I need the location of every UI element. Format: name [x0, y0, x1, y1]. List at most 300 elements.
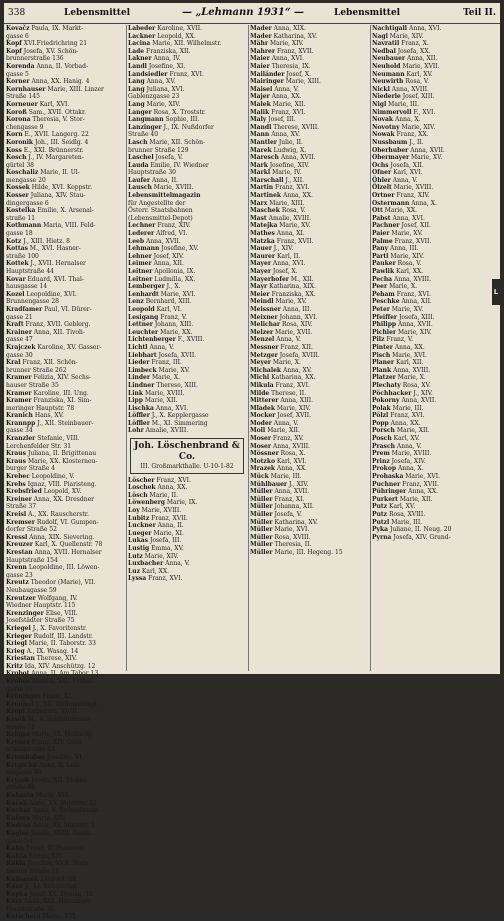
directory-entry: [128, 55, 246, 63]
entry-address: Rosa, XVIII.: [388, 511, 426, 518]
entry-name: Maier: [250, 55, 270, 63]
entry-name: Marek: [250, 146, 272, 154]
directory-entry: [6, 633, 124, 641]
entry-name: Menzel: [250, 336, 275, 344]
entry-name: Krsek: [6, 716, 26, 724]
entry-name: Link: [128, 389, 144, 397]
entry-name: Lubitz: [128, 514, 150, 522]
entry-name: Nigl: [372, 100, 387, 108]
entry-name: Moll: [250, 427, 266, 435]
entry-address: Marie, XVIII.: [144, 389, 185, 397]
entry-address: Anna, XIII. Hietzinger: [23, 898, 91, 906]
entry-name: Paier: [372, 230, 390, 238]
directory-entry: [250, 298, 368, 306]
directory-entry: [372, 124, 490, 132]
directory-entry: [372, 465, 490, 473]
directory-entry: [128, 553, 246, 561]
entry-name: Novotny: [372, 123, 400, 131]
entry-address: Karl, XII.: [395, 359, 424, 367]
directory-entry: [6, 321, 124, 329]
directory-entry: [6, 465, 124, 473]
entry-name: Kramer: [6, 389, 32, 397]
entry-name: Pabst: [372, 214, 391, 222]
directory-entry: [6, 427, 124, 435]
entry-name: Mayer: [250, 260, 271, 268]
entry-name: Kramer: [6, 374, 32, 382]
entry-name: Palme: [372, 237, 393, 245]
entry-name: Putz: [372, 511, 388, 518]
entry-name: Kostelka: [6, 207, 36, 215]
directory-entry: [128, 545, 246, 553]
entry-name: Kritz: [6, 662, 23, 670]
entry-address: Emilie, X. Arsenal-: [37, 207, 94, 215]
directory-entry: [250, 344, 368, 352]
directory-entry: [372, 63, 490, 71]
directory-entry: [6, 63, 124, 71]
entry-address: Marie, XVI.: [42, 913, 78, 921]
directory-entry: [128, 245, 246, 253]
directory-entry: [6, 420, 124, 428]
entry-address: Ludmilla, XX.: [154, 275, 196, 283]
directory-entry: [250, 184, 368, 192]
entry-address: Anna, XVII.: [280, 154, 316, 162]
directory-entry: [250, 116, 368, 124]
directory-entry: [6, 488, 124, 496]
directory-entry: [250, 215, 368, 223]
entry-address: Rosa, XV.: [402, 381, 431, 389]
entry-address: Anna, V.: [392, 176, 418, 184]
entry-name: Korona: [6, 116, 31, 124]
entry-address: Anna, V.: [276, 336, 301, 344]
directory-entry: [372, 162, 490, 170]
entry-address: J., X. Favoritenstr.: [32, 624, 87, 632]
entry-name: Kriestan: [6, 655, 35, 663]
directory-entry: [6, 625, 124, 633]
directory-entry: [128, 507, 246, 515]
entry-address: Franz, XIV.: [157, 222, 191, 230]
entry-address: Karl, VI.: [156, 305, 182, 313]
directory-entry: [6, 124, 124, 132]
entry-name: Landl: [128, 62, 147, 70]
directory-entry: [250, 33, 368, 41]
entry-name: Lichtl: [128, 343, 148, 351]
entry-address: Marie, XII. Wilhelmstr.: [152, 40, 222, 48]
entry-name: Lehmann: [128, 245, 160, 253]
directory-entry: [250, 382, 368, 390]
entry-name: Koroß: [6, 108, 27, 116]
entry-name: Kupka: [6, 890, 28, 898]
entry-name: Majer: [250, 93, 270, 101]
entry-address: brunner Straße 129: [128, 146, 189, 154]
directory-entry: [250, 55, 368, 63]
entry-name: Prasch: [372, 442, 395, 450]
directory-entry: [250, 222, 368, 230]
entry-name: Ostermann: [372, 199, 410, 207]
entry-name: Kukla: [6, 860, 26, 868]
entry-name: Kraft: [6, 321, 24, 329]
directory-entry: [250, 427, 368, 435]
entry-address: Katharina, XX.: [271, 374, 316, 382]
entry-name: Prem: [372, 450, 390, 458]
directory-entry: [128, 321, 246, 329]
directory-entry: [128, 492, 246, 500]
column-divider: [370, 25, 371, 671]
directory-entry: [6, 78, 124, 86]
directory-entry: [250, 443, 368, 451]
entry-name: Neumann: [372, 70, 405, 78]
directory-entry: [250, 177, 368, 185]
entry-name: Mayerhofer: [250, 275, 289, 283]
entry-address: Marie, XII.: [396, 427, 430, 435]
entry-name: Kuhn: [6, 845, 25, 853]
entry-name: Kotz: [6, 237, 22, 245]
directory-entry: [6, 853, 124, 861]
entry-address: Alfred, VI.: [156, 230, 188, 238]
entry-name: Mikula: [250, 381, 274, 389]
directory-entry: [250, 465, 368, 473]
entry-address: Brunnengasse 28: [6, 298, 59, 306]
entry-address: Anna, XVI.: [392, 214, 425, 222]
entry-address: Gablenzgasse 23: [128, 93, 180, 101]
entry-name: Müller: [250, 533, 273, 541]
directory-entry: [6, 686, 124, 694]
entry-name: Kornhauser: [6, 85, 46, 93]
entry-address: Marie, XVI.: [392, 351, 427, 359]
entry-name: Kottek: [6, 260, 29, 268]
entry-address: A., IX. Wasag. 14: [26, 647, 79, 655]
directory-entry: [250, 276, 368, 284]
directory-entry: [6, 746, 124, 754]
entry-name: Lustig: [128, 544, 150, 552]
directory-entry: [6, 860, 124, 868]
entry-address: Franz, XII.: [280, 343, 313, 351]
entry-address: Anna, II.: [151, 176, 179, 184]
directory-entry: [6, 215, 124, 223]
entry-address: Marie, II.: [149, 491, 179, 499]
directory-entry: [128, 382, 246, 390]
entry-address: gasse 21: [6, 313, 33, 321]
directory-entry: [372, 412, 490, 420]
entry-name: Malek: [250, 100, 271, 108]
entry-address: Josef, III.: [268, 116, 296, 124]
entry-address: Franz, XI.: [274, 495, 305, 503]
entry-address: Anna, XV.: [146, 78, 176, 86]
entry-address: Josef, XIII.: [402, 93, 435, 101]
directory-entry: [250, 314, 368, 322]
entry-name: Posch: [372, 435, 392, 443]
entry-name: Lehner: [128, 252, 152, 260]
entry-address: Marie, XVII.: [402, 62, 440, 70]
entry-address: Josef, X.: [286, 70, 312, 78]
entry-name: Kossek: [6, 184, 30, 192]
entry-address: J., XVII. Hernalser: [30, 260, 86, 268]
entry-name: Peschke: [372, 298, 400, 306]
entry-address: Marie, XII.: [272, 100, 306, 108]
entry-address: Theresia, V. Stor-: [32, 116, 85, 124]
entry-name: Partl: [372, 252, 389, 260]
entry-name: Laufer: [128, 176, 151, 184]
directory-entry: [6, 572, 124, 580]
entry-name: Neuhold: [372, 62, 401, 70]
entry-address: Anna, XX. Hanig. 4: [31, 78, 90, 86]
entry-name: Pilz: [372, 336, 385, 344]
entry-address: Franz, XVI.: [148, 575, 183, 583]
directory-entry: [372, 177, 490, 185]
entry-address: Marie, XVII.: [275, 328, 313, 336]
directory-entry: [372, 374, 490, 382]
entry-address: Apollonia, IX.: [154, 268, 196, 275]
entry-address: Marie, II. Ul-: [40, 169, 80, 177]
directory-entry: [250, 526, 368, 534]
entry-address: Marie, III.: [388, 100, 420, 108]
entry-name: Pöchhacker: [372, 389, 412, 397]
directory-entry: [128, 86, 246, 94]
entry-name: Lang: [128, 100, 145, 108]
entry-name: Leitner: [128, 268, 153, 275]
entry-address: Karl, XVI.: [39, 100, 70, 108]
entry-address: Franz, XX.: [396, 131, 429, 139]
entry-address: Karl, X. Quellenstr. 78: [34, 541, 103, 549]
entry-address: Juliane, II. Neug. 20: [389, 526, 452, 534]
entry-address: Theodor (Marie), VII.: [30, 579, 96, 587]
entry-name: Lenz: [128, 298, 144, 306]
directory-entry: [372, 503, 490, 511]
entry-name: Meindl: [250, 298, 274, 306]
entry-address: Marie, XIII. Linzer: [47, 85, 104, 93]
entry-name: Korneuer: [6, 100, 38, 108]
directory-entry: [6, 503, 124, 511]
directory-entry: [6, 116, 124, 124]
entry-address: Anna, XX.: [283, 192, 313, 200]
entry-name: Pokorny: [372, 397, 400, 405]
entry-address: Karoline, XV. Gasser-: [37, 343, 102, 351]
entry-name: Lemberger: [128, 283, 165, 291]
entry-name: Mitterer: [250, 397, 279, 405]
entry-name: Milde: [250, 389, 270, 397]
entry-address: Josefine, XV.: [161, 245, 199, 253]
entry-address: Franz, XVI.: [275, 184, 310, 192]
directory-entry: [128, 147, 246, 155]
directory-entry: [250, 291, 368, 299]
entry-address: Marie, XIV.: [389, 32, 424, 40]
entry-address: Marie, XVI.: [160, 290, 196, 298]
entry-name: Krebs: [6, 480, 26, 488]
entry-address: Anna, X.: [411, 199, 437, 207]
entry-address: Franz, XVII.: [276, 237, 314, 245]
entry-name: Nowak: [372, 131, 395, 139]
entry-name: Maurer: [250, 252, 276, 260]
entry-name: Meissner: [250, 305, 281, 313]
entry-address: Anna, XX.: [390, 419, 421, 427]
directory-entry: [128, 522, 246, 530]
entry-name: Mrazek: [250, 465, 276, 473]
entry-name: Nickl: [372, 85, 390, 93]
left-running-title: Lebensmittel: [64, 8, 131, 18]
entry-name: Lang: [128, 78, 145, 86]
directory-entry: [372, 405, 490, 413]
right-running-title: Lebensmittel: [334, 8, 401, 18]
entry-address: Marie, XV.: [279, 222, 311, 230]
directory-entry: [6, 739, 124, 747]
directory-entry: [6, 898, 124, 906]
directory-entry: [372, 314, 490, 322]
entry-name: Kronhof: [6, 700, 34, 708]
entry-name: Kreutz: [6, 579, 29, 587]
entry-name: Mathes: [250, 230, 275, 238]
directory-entry: [372, 71, 490, 79]
entry-name: Korner: [6, 78, 30, 86]
directory-entry: [372, 101, 490, 109]
entry-address: J., X.: [166, 283, 181, 291]
entry-address: Franz, XV.: [272, 435, 304, 443]
directory-entry: [250, 268, 368, 276]
entry-name: Motzko: [250, 457, 275, 465]
entry-name: Leimer: [128, 260, 152, 268]
entry-address: Anna, II. Vorbad-: [36, 62, 88, 70]
directory-entry: [128, 405, 246, 413]
directory-entry: [372, 25, 490, 33]
entry-address: Josefa, XIV. Grund-: [393, 533, 451, 541]
directory-entry: [128, 207, 246, 215]
entry-name: Prohaska: [372, 473, 404, 481]
entry-address: Marie, III.: [270, 473, 302, 481]
entry-name: Kugler: [6, 829, 29, 837]
directory-entry: [372, 450, 490, 458]
entry-address: Anna, XVI.: [155, 404, 189, 412]
entry-address: bacher Straße 11: [6, 867, 60, 875]
entry-name: Kunz: [6, 883, 24, 891]
entry-address: Anna, XX.: [277, 465, 307, 473]
directory-entry: [6, 519, 124, 527]
entry-name: Plank: [372, 366, 392, 374]
directory-entry: [250, 496, 368, 504]
entry-name: Koschaliz: [6, 169, 39, 177]
entry-name: Lueger: [128, 529, 152, 537]
directory-entry: [6, 238, 124, 246]
directory-entry: [128, 154, 246, 162]
directory-entry: [128, 101, 246, 109]
entry-address: Rosa, V.: [281, 207, 306, 215]
entry-address: brunner Straße 262: [6, 366, 67, 374]
directory-entry: [250, 260, 368, 268]
entry-address: Leopold, XX.: [157, 32, 196, 40]
directory-entry: [6, 306, 124, 314]
entry-address: Josefa, V.: [155, 154, 183, 162]
entry-address: Anna, XVI.: [409, 25, 442, 32]
directory-entry: [6, 777, 124, 785]
directory-entry: [128, 276, 246, 284]
entry-name: Mladek: [250, 404, 275, 412]
entry-address: Karoline, XVII.: [157, 25, 203, 32]
entry-name: Krumhuber: [6, 754, 45, 761]
directory-entry: [372, 352, 490, 360]
entry-address: gasse 34: [6, 427, 33, 435]
directory-entry: [6, 838, 124, 846]
entry-name: Peham: [372, 290, 395, 298]
entry-address: J., IV. Margareten-: [28, 154, 84, 162]
directory-entry: [128, 560, 246, 568]
entry-name: Müller: [250, 548, 273, 556]
entry-address: Karl, XV.: [393, 435, 420, 443]
entry-address: Katharina, XV.: [273, 32, 318, 40]
entry-address: Marie, XV.: [411, 154, 443, 162]
directory-entry: [128, 359, 246, 367]
entry-address: Franz, XVI.: [271, 108, 306, 116]
entry-name: Kuček: [6, 799, 28, 807]
entry-address: burger Straße 4: [6, 465, 55, 473]
entry-name: Maly: [250, 116, 267, 124]
entry-name: Langmann: [128, 116, 164, 124]
entry-name: Moder: [250, 419, 272, 427]
directory-entry: [6, 663, 124, 671]
entry-address: Marie, XI.: [153, 529, 184, 537]
directory-entry: [250, 450, 368, 458]
directory-entry: [6, 443, 124, 451]
entry-name: Neuwirth: [372, 78, 404, 86]
directory-entry: [6, 822, 124, 830]
directory-entry: [128, 25, 246, 33]
entry-name: Navratil: [372, 40, 400, 48]
entry-address: Josefa, XV. Schön-: [23, 47, 79, 55]
directory-entry: [250, 63, 368, 71]
entry-address: Anna, XVII.: [410, 146, 445, 154]
directory-entry: [128, 139, 246, 147]
entry-name: Kuchar: [6, 807, 31, 815]
entry-name: Philipp: [372, 321, 397, 329]
entry-address: für Angestellte der: [128, 199, 186, 207]
directory-entry: [128, 238, 246, 246]
directory-entry: [250, 488, 368, 496]
directory-entry: [372, 427, 490, 435]
entry-address: schlagstraße 43: [6, 746, 55, 754]
entry-address: Marie, XII.: [144, 397, 178, 405]
entry-address: Marie, IV.: [272, 169, 302, 177]
entry-name: Mark: [250, 161, 268, 169]
entry-address: Josefstädter Straße 75: [6, 617, 75, 625]
entry-name: Mocker: [250, 412, 276, 420]
entry-address: Marie, XII.: [267, 427, 300, 435]
directory-entry: [6, 374, 124, 382]
entry-address: Josefa, XII.: [390, 161, 424, 169]
directory-entry: [6, 230, 124, 238]
entry-address: Anna, V.: [273, 419, 299, 427]
directory-entry: [128, 420, 246, 428]
entry-name: Öhler: [372, 176, 391, 184]
directory-entry: [6, 784, 124, 792]
entry-address: Franz, X.: [401, 40, 429, 48]
entry-name: Melzer: [250, 328, 274, 336]
directory-entry: [250, 374, 368, 382]
listing-column-3: [250, 25, 368, 671]
entry-name: Lebensmittelmagazin: [128, 192, 201, 200]
entry-name: Krenn: [6, 564, 27, 572]
directory-entry: [372, 329, 490, 337]
directory-entry: [250, 321, 368, 329]
entry-name: Korn: [6, 131, 23, 139]
entry-name: Kraus: [6, 457, 27, 465]
entry-address: Marie, XIV.: [401, 123, 436, 131]
entry-name: Kovačz: [6, 25, 30, 32]
entry-name: Kulhanek: [6, 875, 39, 883]
directory-entry: [6, 139, 124, 147]
entry-name: Nussbaum: [372, 138, 408, 146]
entry-address: Anna, V.: [149, 343, 175, 351]
entry-address: Anna, XV.: [283, 366, 312, 374]
entry-address: J., XI. Simmering: [25, 883, 77, 891]
directory-entry: [6, 655, 124, 663]
entry-address: dingergasse 6: [6, 199, 49, 207]
directory-entry: [6, 177, 124, 185]
